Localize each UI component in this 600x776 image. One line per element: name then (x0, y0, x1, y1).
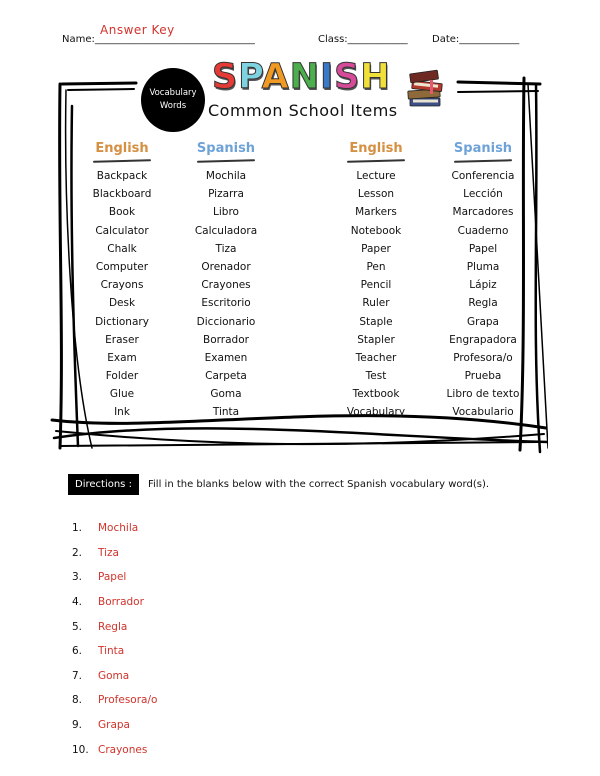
answer-list (72, 516, 157, 762)
vocab-word: Staple (359, 315, 393, 328)
date-field[interactable]: Date:____________ (432, 34, 520, 45)
answer-item (72, 565, 157, 590)
answer-item (72, 737, 157, 762)
answer-value[interactable]: Grapa (98, 719, 130, 732)
vocab-word: Carpeta (205, 370, 247, 383)
vocab-word: Backpack (96, 170, 148, 182)
vocab-word: Chalk (107, 242, 137, 255)
spanish-title (212, 57, 391, 97)
vocab-word: Computer (95, 260, 149, 273)
title-letter: S (334, 57, 361, 97)
page-subtitle: Common School Items (208, 101, 398, 120)
vocab-word: Libro de texto (446, 388, 520, 401)
vocab-word: Calculator (95, 224, 149, 237)
answer-number: 1. (72, 522, 83, 535)
header-underline (93, 159, 151, 163)
vocab-word: Test (365, 370, 387, 383)
answer-number: 2. (72, 546, 83, 559)
badge-line-1: Vocabulary (149, 88, 197, 98)
vocab-word: Grapa (467, 315, 499, 328)
vocab-word: Libro (213, 206, 239, 219)
answer-item (72, 664, 157, 689)
vocab-word: Tiza (215, 242, 237, 255)
vocab-word: Folder (105, 370, 139, 383)
vocab-word: Mochila (205, 170, 247, 182)
vocabulary-words-badge (141, 68, 205, 132)
title-letter: N (289, 57, 321, 97)
vocab-word: Pencil (360, 279, 392, 292)
vocab-word: Goma (210, 388, 242, 401)
directions-label: Directions : (68, 474, 139, 495)
vocab-word: Cuaderno (457, 224, 509, 237)
vocab-word: Marcadores (452, 206, 514, 219)
answer-value[interactable]: Goma (98, 669, 130, 682)
vocab-word: Stapler (357, 333, 395, 346)
answer-item (72, 639, 157, 664)
name-field[interactable]: Name:________________________________ (62, 34, 255, 45)
vocab-word: Teacher (355, 351, 397, 364)
badge-line-2: Words (159, 101, 187, 111)
right-spanish-column (423, 138, 543, 422)
vocab-word: Engrapadora (449, 333, 517, 346)
header-underline (347, 159, 405, 163)
answer-number: 7. (72, 669, 83, 682)
answer-value[interactable]: Borrador (98, 596, 144, 609)
vocab-word: Crayones (201, 279, 251, 292)
answer-item (72, 713, 157, 738)
english-header: English (95, 141, 149, 156)
vocab-word: Ink (114, 406, 130, 419)
vocab-word: Examen (204, 351, 248, 364)
answer-item (72, 541, 157, 566)
vocab-word: Pen (366, 260, 386, 273)
vocab-word: Eraser (105, 333, 139, 346)
directions-text: Fill in the blanks below with the correct Spanish vocabulary word(s). (148, 479, 490, 490)
spanish-header: Spanish (196, 141, 256, 156)
answer-number: 10. (72, 743, 89, 756)
vocab-word: Paper (361, 242, 391, 255)
answer-number: 8. (72, 694, 83, 707)
vocab-word: Lección (463, 188, 503, 201)
vocab-word: Blackboard (92, 188, 152, 201)
title-letter: H (360, 57, 391, 97)
title-letter: A (261, 57, 290, 97)
vocab-word: Escritorio (201, 297, 251, 310)
answer-value[interactable]: Crayones (98, 743, 148, 756)
answer-value[interactable]: Papel (98, 571, 127, 584)
vocab-word: Book (108, 206, 136, 219)
vocab-word: Desk (108, 297, 136, 310)
title-letter: I (320, 57, 335, 97)
vocab-word: Textbook (352, 388, 400, 401)
answer-item (72, 688, 157, 713)
answer-value[interactable]: Mochila (98, 522, 139, 535)
spanish-header: Spanish (453, 141, 513, 156)
answer-number: 4. (72, 596, 83, 609)
english-header: English (349, 141, 403, 156)
answer-item (72, 590, 157, 615)
left-english-column (62, 138, 182, 422)
vocab-word: Crayons (100, 279, 144, 292)
vocab-word: Markers (355, 206, 397, 219)
books-stack-icon (404, 66, 448, 110)
right-english-column (316, 138, 436, 422)
answer-value[interactable]: Regla (98, 620, 128, 633)
vocab-word: Exam (107, 351, 137, 364)
vocab-word: Profesora/o (453, 351, 513, 364)
vocab-word: Lecture (356, 170, 396, 182)
vocab-word: Vocabulario (452, 406, 514, 419)
vocab-word: Tinta (212, 406, 240, 419)
answer-key-label: Answer Key (100, 23, 175, 37)
vocab-word: Notebook (350, 224, 402, 237)
answer-number: 6. (72, 645, 83, 658)
vocab-word: Lesson (357, 188, 395, 201)
vocab-word: Borrador (203, 333, 249, 346)
vocab-word: Orenador (201, 260, 251, 273)
vocab-word: Conferencia (451, 170, 515, 182)
vocab-word: Ruler (362, 297, 390, 310)
answer-number: 5. (72, 620, 83, 633)
answer-value[interactable]: Profesora/o (98, 694, 158, 707)
vocab-word: Pluma (466, 260, 500, 273)
answer-value[interactable]: Tinta (98, 645, 125, 658)
answer-number: 9. (72, 719, 83, 732)
vocab-word: Regla (468, 297, 498, 310)
header-underline (197, 159, 255, 163)
vocab-word: Prueba (464, 370, 502, 383)
left-spanish-column (166, 138, 286, 422)
vocab-word: Lápiz (469, 279, 497, 292)
title-letter: P (238, 57, 262, 97)
vocab-word: Papel (468, 242, 498, 255)
class-field[interactable]: Class:____________ (318, 34, 408, 45)
title-letter: S (212, 57, 239, 97)
answer-number: 3. (72, 571, 83, 584)
answer-item (72, 614, 157, 639)
vocab-word: Vocabulary (346, 406, 406, 419)
vocab-word: Diccionario (196, 315, 256, 328)
header-underline (454, 159, 512, 163)
vocab-word: Calculadora (194, 224, 258, 237)
vocab-word: Dictionary (95, 315, 149, 328)
vocab-word: Pizarra (208, 188, 244, 201)
answer-item (72, 516, 157, 541)
vocab-word: Glue (109, 388, 135, 401)
answer-value[interactable]: Tiza (98, 546, 119, 559)
